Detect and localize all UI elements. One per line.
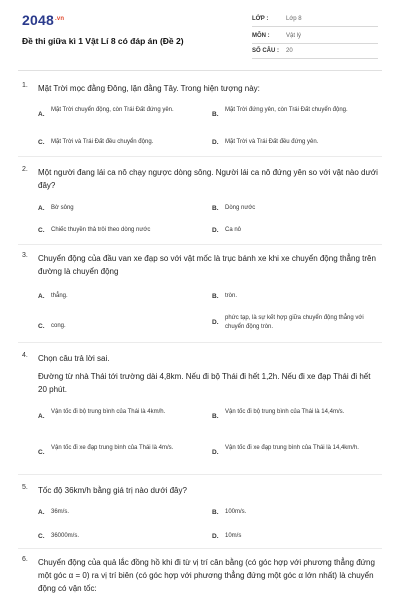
question-separator xyxy=(18,244,382,245)
question-separator xyxy=(18,156,382,157)
meta-subject: MÔN : Vật lý xyxy=(252,31,378,44)
site-logo[interactable]: $2048^{.vn}$ xyxy=(22,12,65,28)
question-separator xyxy=(18,474,382,475)
meta-class: LỚP : Lớp 8 xyxy=(252,14,378,27)
exam-header xyxy=(0,0,400,72)
question-context: Đường từ nhà Thái tới trường dài 4,8km. Nếu đi bộ Thái đi hết 1,2h. Nếu đi xe đạp Thái đi hết 20 phút. xyxy=(38,372,371,394)
exam-title: Đề thi giữa kì 1 Vật Lí 8 có đáp án (Đề 2) xyxy=(22,36,184,46)
header-divider xyxy=(18,70,382,71)
question-separator xyxy=(18,342,382,343)
question-separator xyxy=(18,548,382,549)
meta-count: SỐ CÂU : 20 xyxy=(252,46,378,59)
